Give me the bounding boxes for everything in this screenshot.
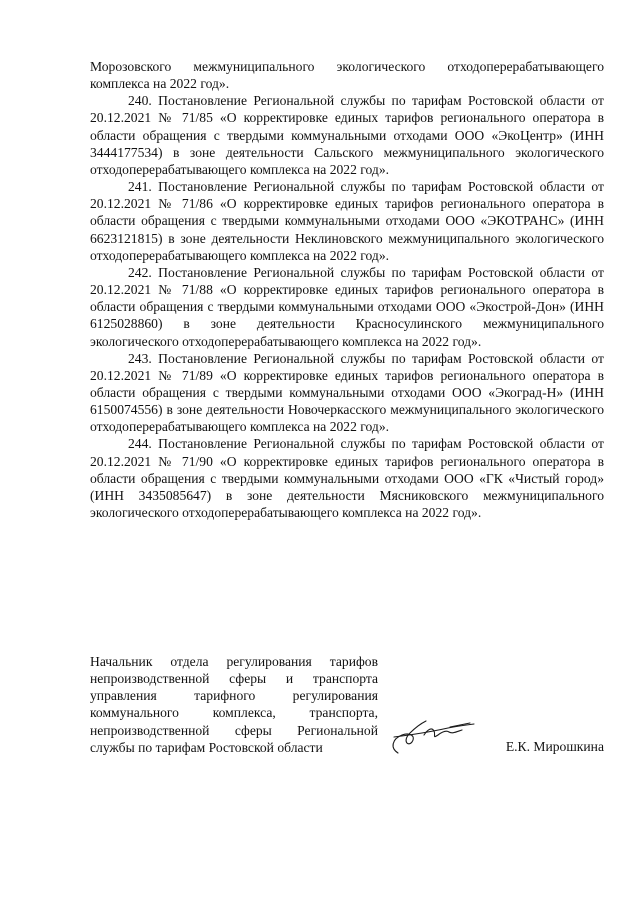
signatory-position: Начальник отдела регулирования тарифов непроизводственной сферы и транспорта управления тарифного регулирования коммунального комплекса, транспорта, непроизводственной сферы Региональной службы по тарифам Ростовской области — [90, 654, 378, 755]
list-item-243: 243. Постановление Региональной службы по тарифам Ростовской области от 20.12.2021 № 71/89 «О корректировке единых тарифов регионального оператора в области обращения с твердыми коммунальными отходами ООО «Экоград-Н» (ИНН 6150074556) в зоне деятельности Новочеркасского межмуниципального экологического отходоперерабатывающего комплекса на 2022 год». — [90, 350, 604, 435]
signatory-name: Е.К. Мирошкина — [505, 739, 604, 754]
signature-block — [90, 653, 604, 763]
continuation-paragraph: Морозовского межмуниципального экологического отходоперерабатывающего комплекса на 2022 год». — [90, 59, 604, 92]
list-item-244: 244. Постановление Региональной службы по тарифам Ростовской области от 20.12.2021 № 71/90 «О корректировке единых тарифов регионального оператора в области обращения с твердыми коммунальными отходами ООО «ГК «Чистый город» (ИНН 3435085647) в зоне деятельности Мясниковского межмуниципального экологического отходоперерабатывающего комплекса на 2022 год». — [90, 436, 604, 521]
handwritten-signature — [386, 715, 476, 759]
list-item-241: 241. Постановление Региональной службы по тарифам Ростовской области от 20.12.2021 № 71/86 «О корректировке единых тарифов регионального оператора в области обращения с твердыми коммунальными отходами ООО «ЭКОТРАНС» (ИНН 6623121815) в зоне деятельности Неклиновского межмуниципального экологического отходоперерабатывающего комплекса на 2022 год». — [90, 179, 604, 263]
list-item-240: 240. Постановление Региональной службы по тарифам Ростовской области от 20.12.2021 № 71/85 «О корректировке единых тарифов регионального оператора в области обращения с твердыми коммунальными отходами ООО «ЭкоЦентр» (ИНН 3444177534) в зоне деятельности Сальского межмуниципального экологического отходоперерабатывающего комплекса на 2022 год». — [90, 93, 604, 177]
document-body — [90, 58, 604, 521]
list-item-242: 242. Постановление Региональной службы по тарифам Ростовской области от 20.12.2021 № 71/88 «О корректировке единых тарифов регионального оператора в области обращения с твердыми коммунальными отходами ООО «Экострой-Дон» (ИНН 6125028860) в зоне деятельности Красносулинского межмуниципального экологического отходоперерабатывающего комплекса на 2022 год». — [90, 264, 604, 349]
